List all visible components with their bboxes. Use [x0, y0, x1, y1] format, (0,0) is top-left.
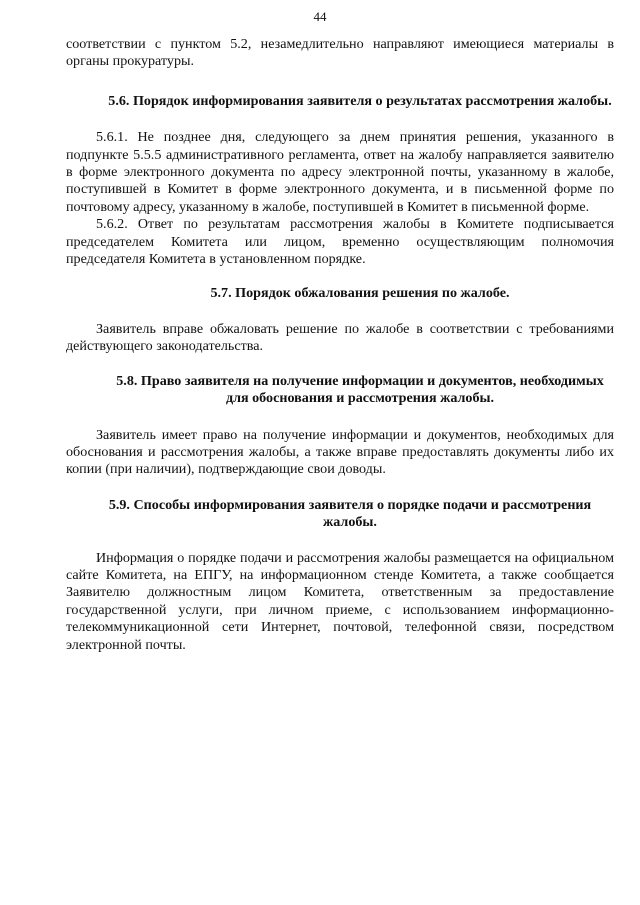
section-5-9-heading: 5.9. Способы информирования заявителя о порядке подачи и рассмотрения жалобы. — [108, 496, 592, 531]
page-number: 44 — [313, 9, 327, 24]
section-5-6-1-paragraph: 5.6.1. Не позднее дня, следующего за днем принятия решения, указанного в подпункте 5.5.5 административного регламента, ответ на жалобу направляется заявителю в форме электронного документа по адресу электронной почты, указанному в жалобе, поступившей в Комитет в форме электронного документа, и в письменной форме по почтовому адресу, указанному в жалобе, поступившей в Комитет в письменной форме. — [66, 129, 614, 215]
intro-paragraph: соответствии с пунктом 5.2, незамедлительно направляют имеющиеся материалы в органы прокуратуры. — [66, 36, 614, 70]
page-content — [66, 36, 614, 654]
section-5-7-heading: 5.7. Порядок обжалования решения по жалобе. — [210, 285, 510, 302]
section-5-7-paragraph: Заявитель вправе обжаловать решение по жалобе в соответствии с требованиями действующего законодательства. — [66, 320, 614, 355]
section-5-9-paragraph: Информация о порядке подачи и рассмотрения жалобы размещается на официальном сайте Комитета, на ЕПГУ, на информационном стенде Комитета, а также сообщается Заявителю должностным лицом Комитета, ответственным за предоставление государственной услуги, при личном приеме, с использованием информационно-телекоммуникационной сети Интернет, почтовой, телефонной связи, посредством электронной почты. — [66, 549, 614, 653]
section-5-8-heading: 5.8. Право заявителя на получение информации и документов, необходимых для обоснования и рассмотрения жалобы. — [116, 372, 604, 407]
section-5-8-paragraph: Заявитель имеет право на получение информации и документов, необходимых для обоснования и рассмотрения жалобы, а также вправе предоставлять документы либо их копии (при наличии), подтверждающие свои доводы. — [66, 426, 614, 478]
section-5-6-2-paragraph: 5.6.2. Ответ по результатам рассмотрения жалобы в Комитете подписывается председателем Комитета или лицом, временно осуществляющим полномочия председателя Комитета в установленном порядке. — [66, 216, 614, 268]
section-5-6-heading: 5.6. Порядок информирования заявителя о результатах рассмотрения жалобы. — [108, 92, 612, 109]
